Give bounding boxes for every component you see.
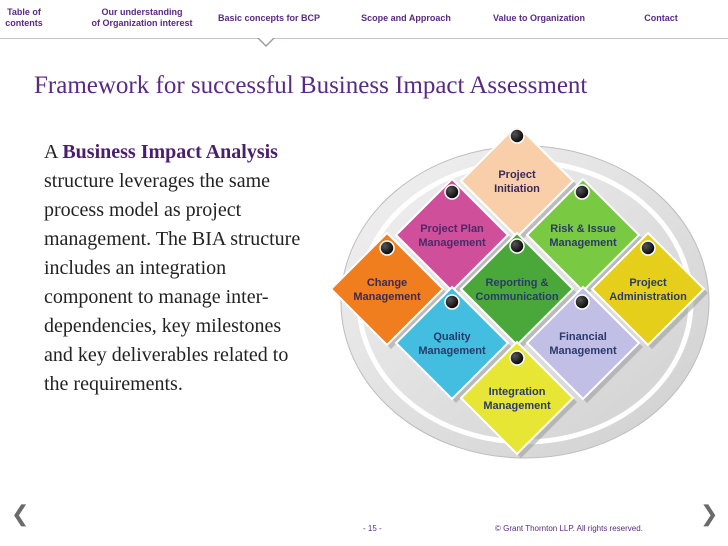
nav-label-line2: of Organization interest bbox=[91, 18, 193, 28]
tile-label: Integration bbox=[488, 386, 546, 398]
milestone-dot-icon bbox=[445, 295, 459, 309]
milestone-dot-icon bbox=[510, 129, 524, 143]
tile-label: Change bbox=[366, 277, 408, 289]
body-paragraph bbox=[44, 138, 306, 399]
nav-divider bbox=[0, 38, 728, 39]
copyright: © Grant Thornton LLP. All rights reserved. bbox=[495, 524, 643, 533]
tile-label: Reporting & bbox=[485, 277, 549, 289]
chevron-left-icon[interactable]: ❮ bbox=[11, 502, 30, 527]
nav-label: Basic concepts for BCP bbox=[217, 12, 321, 23]
milestone-dot-icon bbox=[575, 185, 589, 199]
nav-label-line1: Our understanding bbox=[101, 7, 183, 17]
tile-label: Risk & Issue bbox=[550, 223, 616, 235]
tile-label: Management bbox=[353, 291, 421, 303]
tile-label: Management bbox=[549, 237, 617, 249]
chevron-right-icon[interactable]: ❯ bbox=[700, 502, 719, 527]
nav-basic-concepts[interactable] bbox=[210, 0, 328, 36]
active-tab-pointer-icon bbox=[257, 38, 275, 47]
nav-contact[interactable] bbox=[632, 0, 690, 36]
nav-label: Value to Organization bbox=[492, 12, 585, 23]
tile-label: Project bbox=[498, 169, 536, 181]
tile-label: Management bbox=[549, 345, 617, 357]
tile-label: Financial bbox=[559, 331, 607, 343]
page-number: - 15 - bbox=[363, 524, 382, 533]
milestone-dot-icon bbox=[641, 241, 655, 255]
milestone-dot-icon bbox=[445, 185, 459, 199]
page-title: Framework for successful Business Impact Assessment bbox=[34, 72, 588, 99]
nav-label: Scope and Approach bbox=[361, 12, 451, 23]
nav-table-of-contents[interactable] bbox=[0, 0, 48, 36]
milestone-dot-icon bbox=[380, 241, 394, 255]
milestone-dot-icon bbox=[510, 239, 524, 253]
tile-label: Management bbox=[418, 345, 486, 357]
nav-organization-interest[interactable] bbox=[82, 0, 202, 36]
nav-scope-approach[interactable] bbox=[350, 0, 462, 36]
nav-label: Contact bbox=[644, 12, 678, 23]
body-prefix: A bbox=[44, 141, 63, 163]
tile-label: Communication bbox=[475, 291, 559, 303]
body-rest: structure leverages the same process model as project management. The BIA structure includes an integration component to manage inter-dependencies, key milestones and key deliverables related to the requirements. bbox=[44, 170, 301, 395]
bia-framework-diagram bbox=[318, 128, 728, 500]
body-bold-term: Business Impact Analysis bbox=[62, 141, 278, 163]
tile-label: Project bbox=[629, 277, 667, 289]
tile-label: Quality bbox=[433, 331, 471, 343]
tile-label: Project Plan bbox=[420, 223, 484, 235]
tile-label: Initiation bbox=[494, 183, 540, 195]
tile-label: Management bbox=[483, 400, 551, 412]
top-navigation bbox=[0, 0, 728, 38]
nav-value-organization[interactable] bbox=[484, 0, 594, 36]
milestone-dot-icon bbox=[510, 351, 524, 365]
tile-label: Administration bbox=[609, 291, 687, 303]
nav-label-line1: Table of bbox=[7, 7, 41, 17]
nav-label-line2: contents bbox=[5, 18, 43, 28]
milestone-dot-icon bbox=[575, 295, 589, 309]
tile-label: Management bbox=[418, 237, 486, 249]
